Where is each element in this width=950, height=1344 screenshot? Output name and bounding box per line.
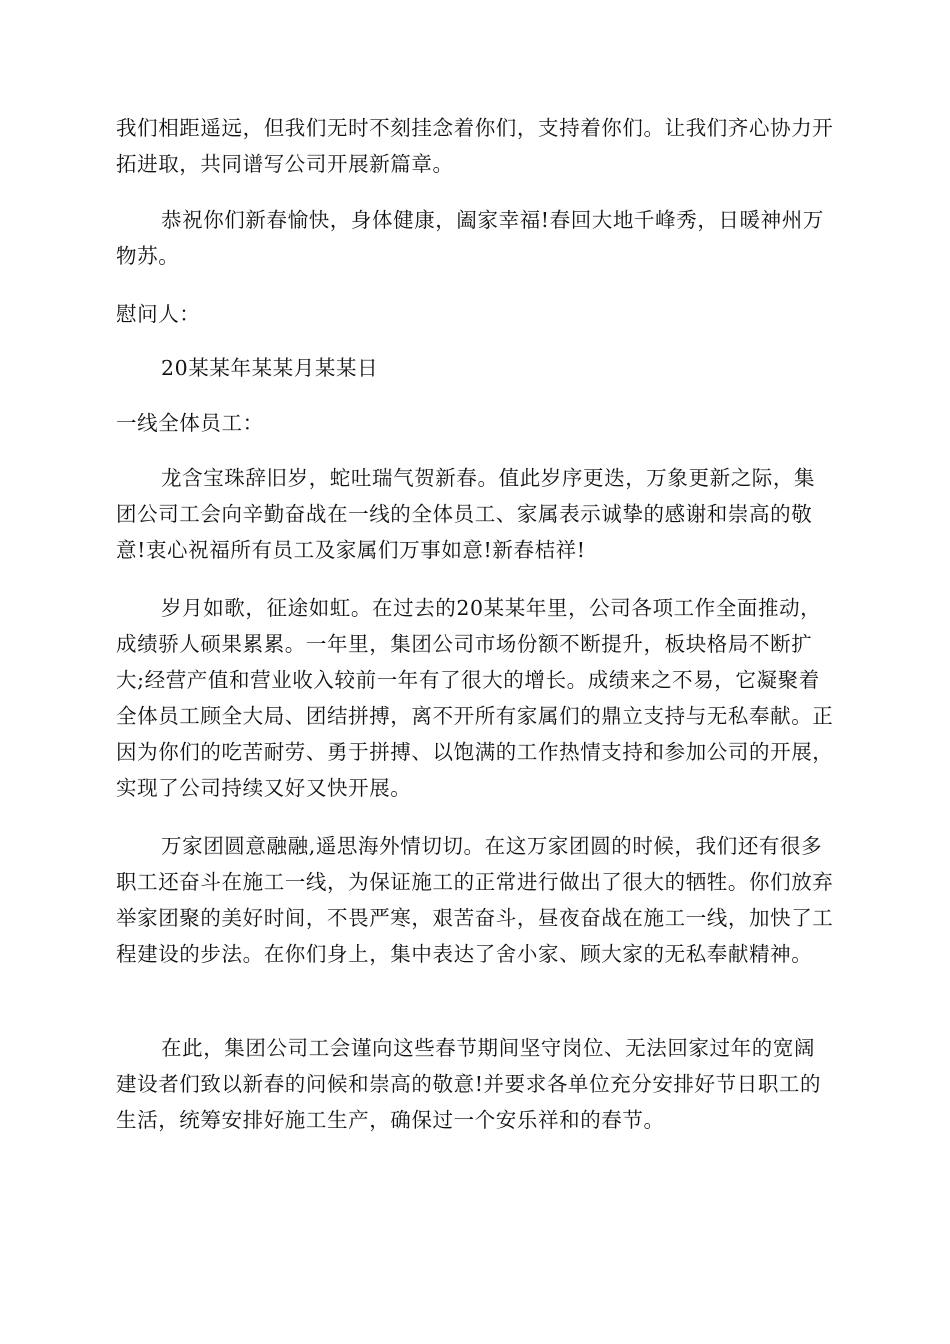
paragraph-wishes: 恭祝你们新春愉快，身体健康，阖家幸福!春回大地千峰秀，日暖神州万物苏。 [116, 208, 824, 268]
sender-label: 慰问人： [116, 302, 201, 326]
paragraph-tribute: 在此，集团公司工会谨向这些春节期间坚守岗位、无法回家过年的宽阔建设者们致以新春的问候和崇高的敬意!并要求各单位充分安排好节日职工的生活，统筹安排好施工生产，确保过一个安乐祥和的春节。 [116, 1036, 822, 1132]
paragraph-closing-continuation: 我们相距遥远，但我们无时不刻挂念着你们，支持着你们。让我们齐心协力开拓进取，共同谱写公司开展新篇章。 [116, 116, 834, 176]
paragraph-greeting: 龙含宝珠辞旧岁，蛇吐瑞气贺新春。值此岁序更迭，万象更新之际，集团公司工会向辛勤奋战在一线的全体员工、家属表示诚挚的感谢和崇高的敬意!衷心祝福所有员工及家属们万事如意!新春桔祥! [116, 466, 816, 562]
paragraph-reunion: 万家团圆意融融,遥思海外情切切。在这万家团圆的时候，我们还有很多职工还奋斗在施工一线，为保证施工的正常进行做出了很大的牺牲。你们放弃举家团聚的美好时间，不畏严寒，艰苦奋斗，昼夜奋战在施工一线，加快了工程建设的步法。在你们身上，集中表达了舍小家、顾大家的无私奉献精神。 [116, 834, 834, 966]
date-line: 20某某年某某月某某日 [161, 356, 379, 380]
salutation: 一线全体员工： [116, 411, 264, 435]
paragraph-achievements: 岁月如歌，征途如虹。在过去的20某某年里，公司各项工作全面推动，成绩骄人硕果累累。一年里，集团公司市场份额不断提升，板块格局不断扩大;经营产值和营业收入较前一年有了很大的增长。成绩来之不易，它凝聚着全体员工顾全大局、团结拼搏，离不开所有家属们的鼎立支持与无私奉献。正因为你们的吃苦耐劳、勇于拼搏、以饱满的工作热情支持和参加公司的开展，实现了公司持续又好又快开展。 [116, 596, 834, 800]
